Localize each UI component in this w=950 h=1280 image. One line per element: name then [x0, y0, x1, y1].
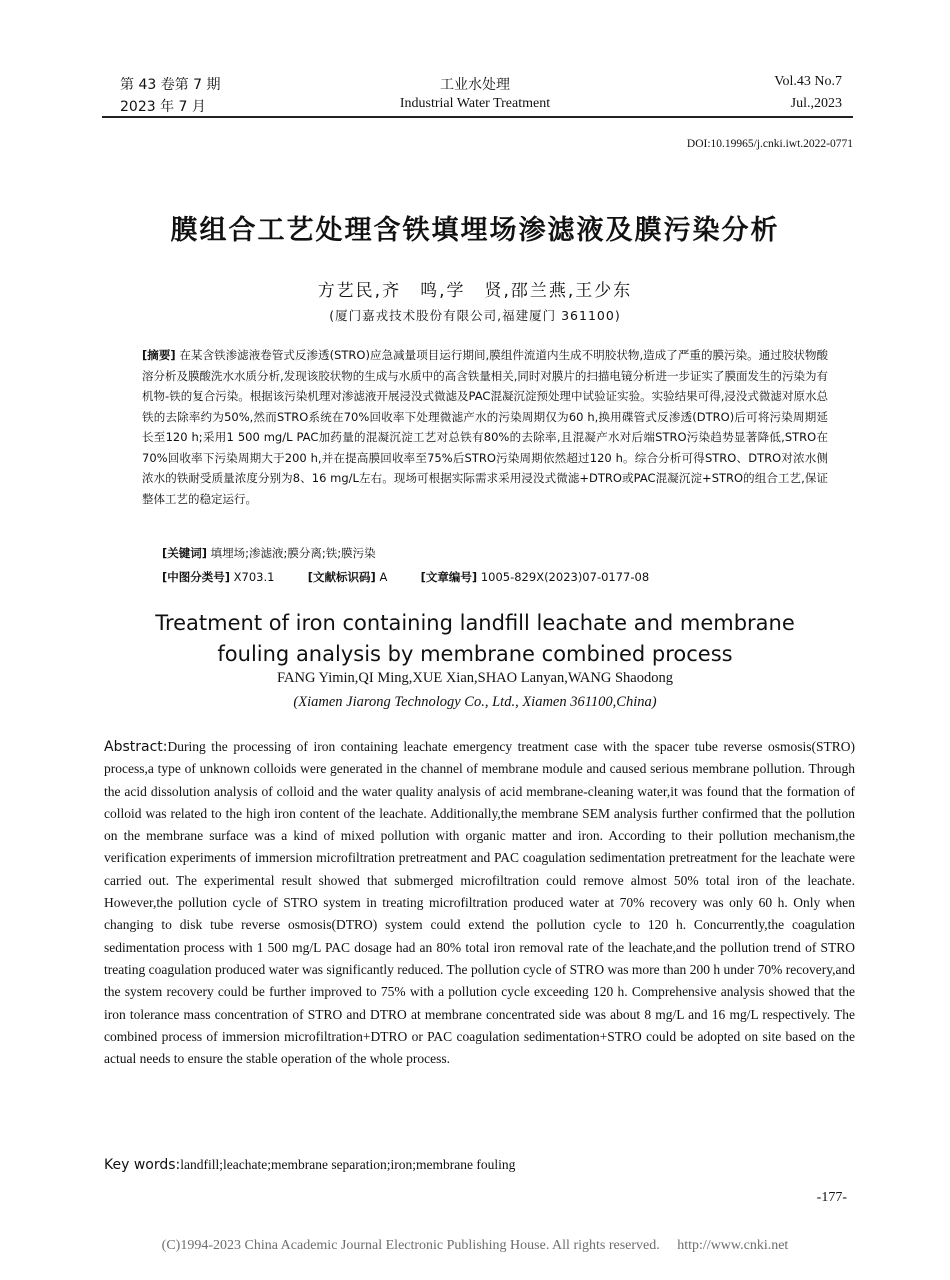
keywords-en-label: Key words:: [104, 1157, 181, 1173]
article-number-label: [文章编号]: [420, 570, 478, 584]
title-cn: 膜组合工艺处理含铁填埋场渗滤液及膜污染分析: [170, 215, 780, 246]
copyright-footer: (C)1994-2023 China Academic Journal Electronic Publishing House. All rights reserved. http://www.cnki.net: [161, 1238, 789, 1253]
title-en-line-1: Treatment of iron containing landfill leachate and membrane: [155, 611, 795, 635]
authors-en: FANG Yimin,QI Ming,XUE Xian,SHAO Lanyan,WANG Shaodong: [277, 670, 673, 686]
keywords-en-text: landfill;leachate;membrane separation;iron;membrane fouling: [180, 1157, 516, 1172]
abstract-cn: [142, 345, 828, 509]
keywords-en: [104, 1157, 515, 1173]
header-date-en: Jul.,2023: [790, 96, 842, 111]
doc-code-value: A: [379, 570, 388, 584]
abstract-en-text: During the processing of iron containing leachate emergency treatment case with the spacer tube reverse osmosis(STRO) process,a type of unknown colloids were generated in the channel of membrane module and caused serious membrane pollution. Through the acid dissolution analysis of colloid and the water quality analysis of acid membrane-cleaning water,it was found that the formation of colloid was related to the high iron content of the leachate. Additionally,the membrane SEM analysis further confirmed that the pollution on the membrane surface was a kind of mixed pollution with organic matter and iron. According to their pollution mechanism,the verification experiments of immersion microfiltration pretreatment and PAC coagulation sedimentation pretreatment for the leachate were carried out. The experimental result showed that submerged microfiltration could remove almost 50% total iron of the leachate. However,the pollution cycle of STRO system in treating microfiltration produced water at 70% recovery was only 60 h. Only when changing to disk tube reverse osmosis(DTRO) system could extend the pollution cycle to 120 h. Concurrently,the coagulation sedimentation process with 1 500 mg/L PAC dosage had an 80% total iron removal rate of the leachate,and the pollution trend of STRO treating coagulation produced water was significantly reduced. The pollution cycle of STRO was more than 200 h under 70% recovery,and the system recovery could be further improved to 75% with a pollution cycle exceeding 120 h. Comprehensive analysis showed that the iron tolerance mass concentration of STRO and DTRO at membrane concentrated side was about 8 mg/L and 16 mg/L respectively. The combined process of immersion microfiltration+DTRO or PAC coagulation sedimentation+STRO could be adopted on site based on the actual needs to ensure the stable operation of the whole process.: [104, 739, 855, 1067]
doi: DOI:10.19965/j.cnki.iwt.2022-0771: [686, 138, 853, 150]
header-volume-cn: 第 43 卷第 7 期: [120, 77, 221, 93]
doc-code-label: [文献标识码]: [307, 570, 376, 584]
abstract-en-label: Abstract:: [104, 739, 168, 755]
header-journal-en: Industrial Water Treatment: [399, 96, 551, 111]
abstract-cn-text: 在某含铁渗滤液卷管式反渗透(STRO)应急减量项目运行期间,膜组件流道内生成不明胶状物,造成了严重的膜污染。通过胶状物酸溶分析及膜酸洗水水质分析,发现该胶状物的生成与水质中的高含铁量相关,同时对膜片的扫描电镜分析进一步证实了膜面发生的污染为有机物-铁的复合污染。根据该污染机理对渗滤液开展浸没式微滤及PAC混凝沉淀预处理中试验证实验。实验结果可得,浸没式微滤对原水总铁的去除率约为50%,然而STRO系统在70%回收率下处理微滤产水的污染周期仅为60 h,换用碟管式反渗透(DTRO)后可将污染周期延长至120 h;采用1 500 mg/L PAC加药量的混凝沉淀工艺对总铁有80%的去除率,且混凝产水对后端STRO污染趋势显著降低,STRO在70%回收率下污染周期大于200 h,并在提高膜回收率至75%后STRO污染周期依然超过120 h。综合分析可得STRO、DTRO对浓水侧浓水的铁耐受质量浓度分别为8、16 mg/L左右。现场可根据实际需求采用浸没式微滤+DTRO或PAC混凝沉淀+STRO的组合工艺,保证整体工艺的稳定运行。: [142, 348, 829, 506]
keywords-cn: [162, 545, 376, 561]
title-en-line-2: fouling analysis by membrane combined process: [217, 642, 733, 666]
page-number: -177-: [816, 1190, 847, 1205]
abstract-cn-label: [摘要]: [142, 348, 176, 362]
clc-value: X703.1: [233, 570, 275, 584]
header-date-cn: 2023 年 7 月: [120, 99, 206, 115]
title-en: [0, 608, 950, 670]
article-number-value: 1005-829X(2023)07-0177-08: [480, 570, 650, 584]
classification-line: [162, 569, 649, 585]
header-rule: [102, 116, 853, 118]
header-volume-en: Vol.43 No.7: [774, 74, 842, 89]
keywords-cn-text: 填埋场;渗滤液;膜分离;铁;膜污染: [210, 546, 376, 560]
clc-label: [中图分类号]: [162, 570, 231, 584]
keywords-cn-label: [关键词]: [162, 546, 208, 560]
affiliation-cn: (厦门嘉戎技术股份有限公司,福建厦门 361100): [329, 308, 621, 323]
affiliation-en: (Xiamen Jiarong Technology Co., Ltd., Xiamen 361100,China): [293, 694, 657, 710]
abstract-en: [104, 736, 855, 1070]
authors-cn: 方艺民,齐 鸣,学 贤,邵兰燕,王少东: [317, 281, 633, 301]
header-journal-cn: 工业水处理: [440, 77, 510, 93]
